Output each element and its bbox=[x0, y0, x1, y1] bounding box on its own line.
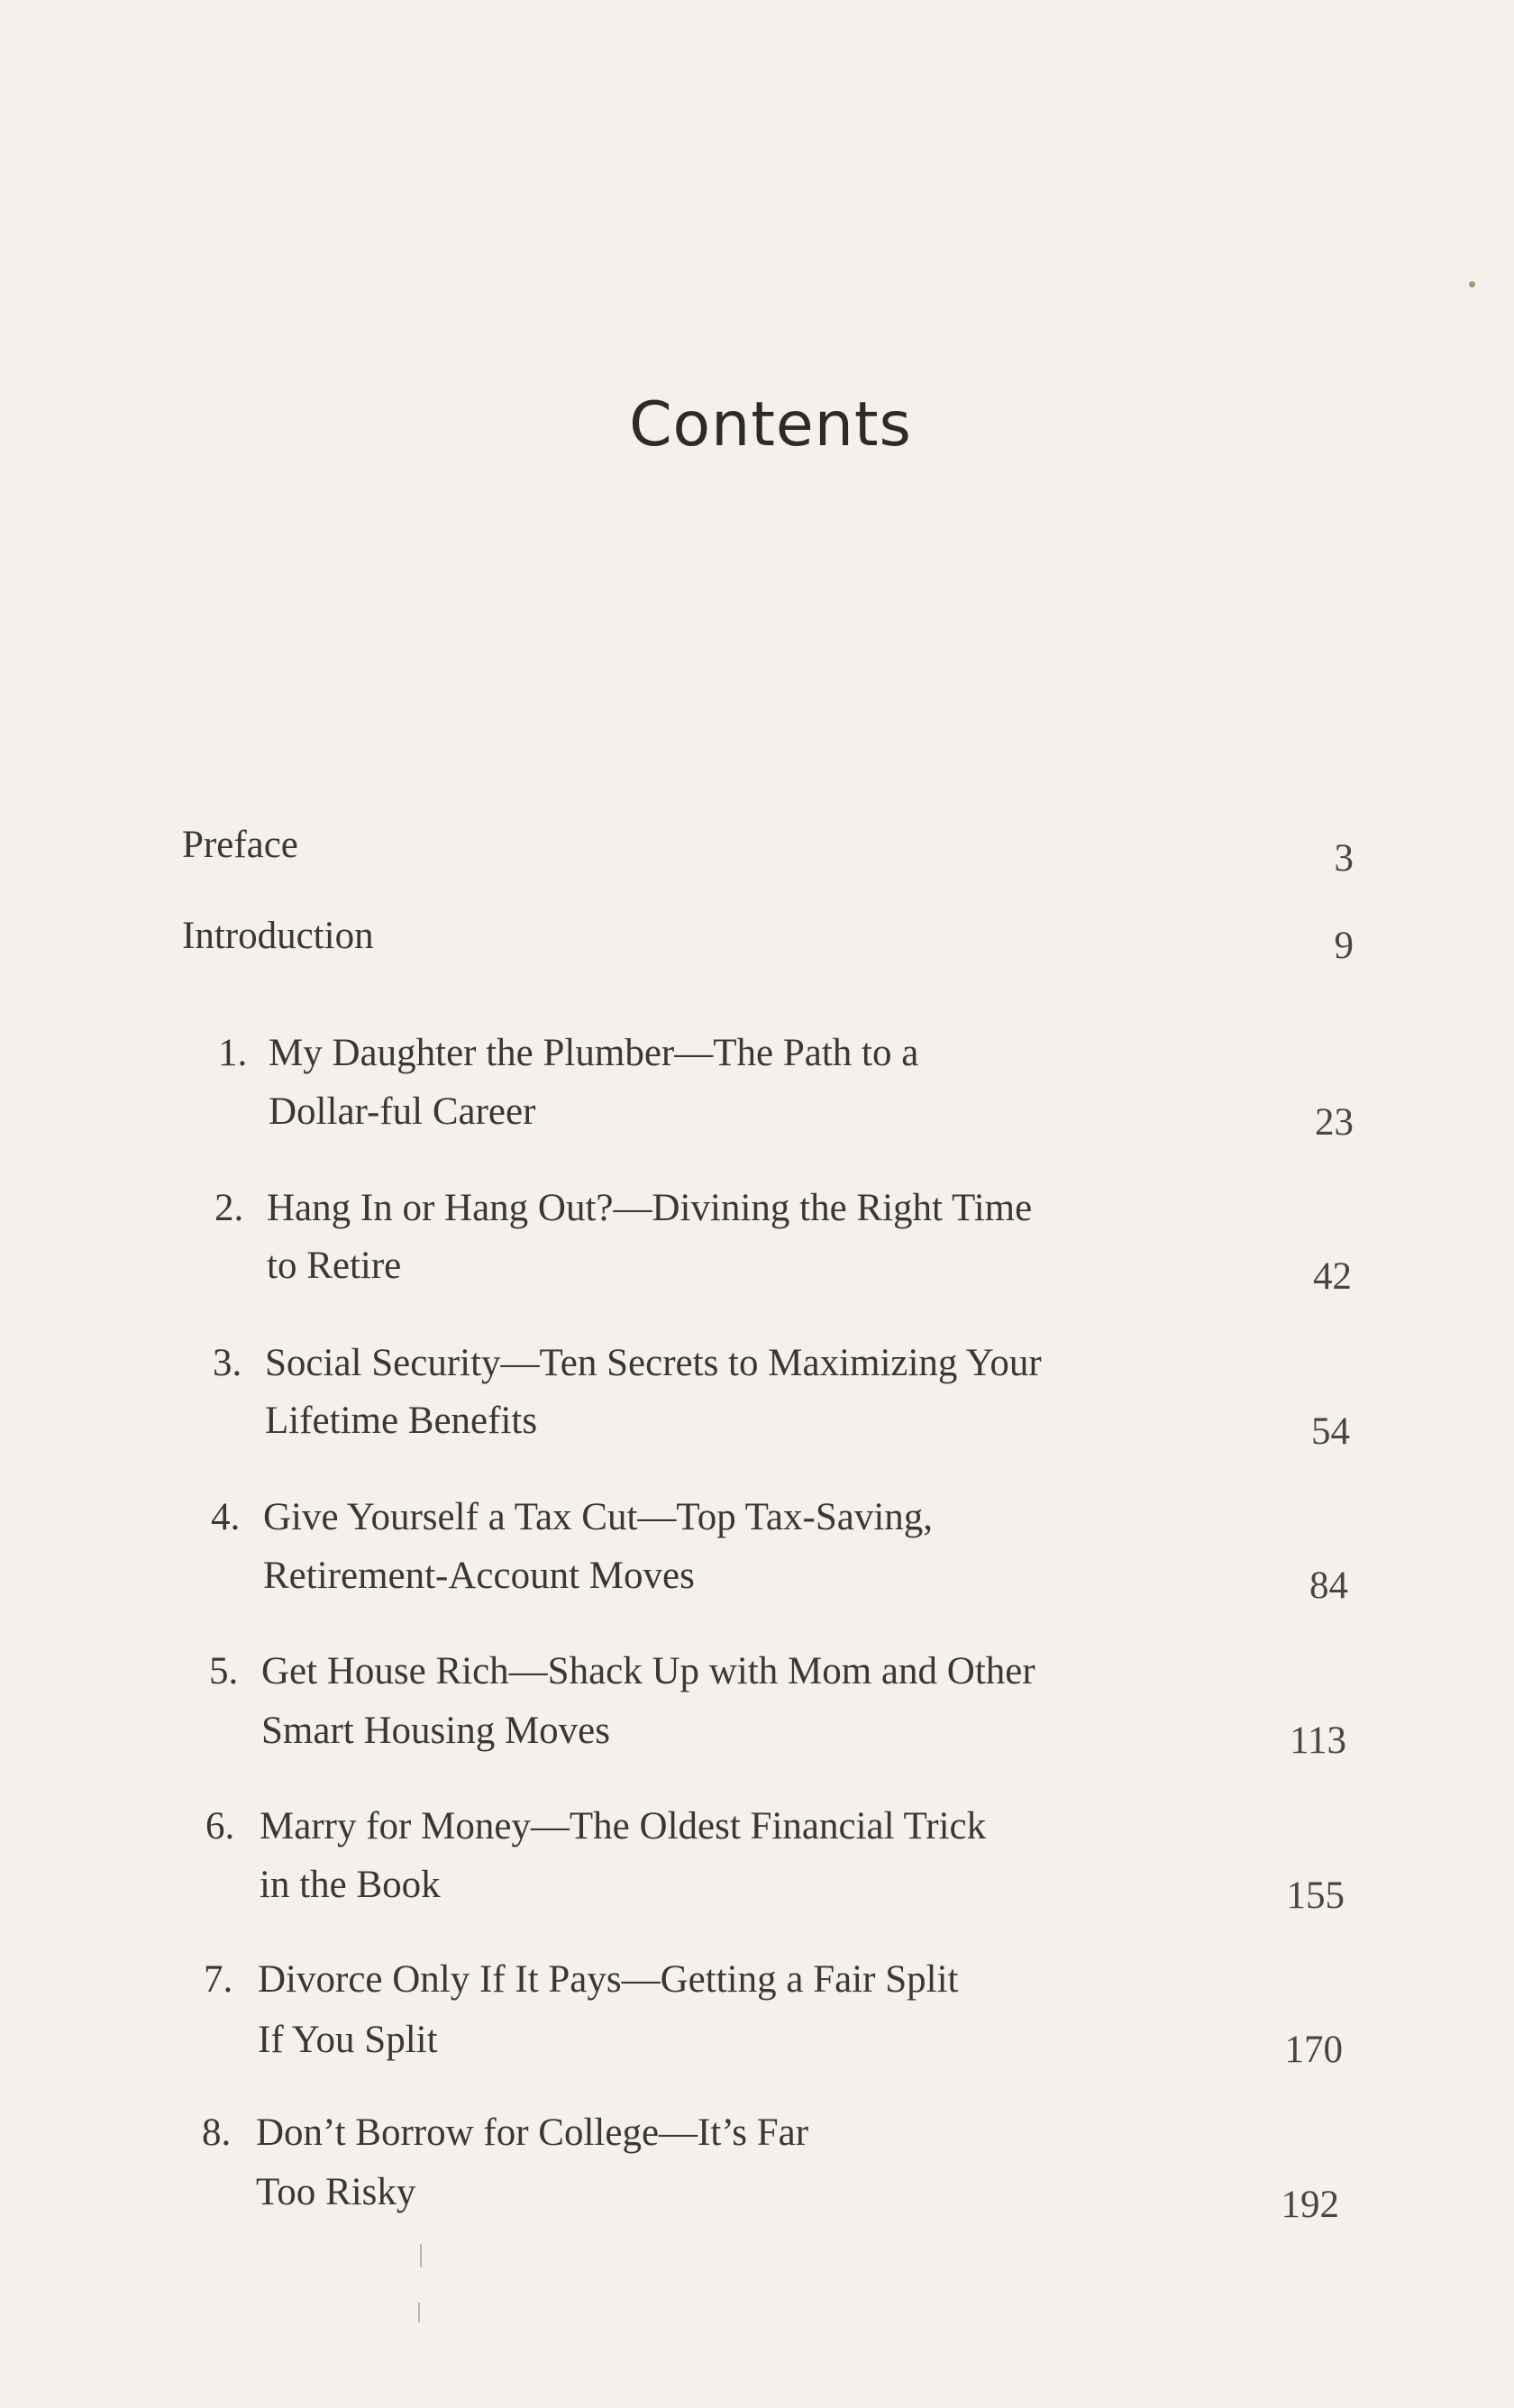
chapter-number: 6. bbox=[205, 1805, 235, 1847]
toc-page-number: 155 bbox=[1286, 1874, 1345, 1917]
toc-page-number: 23 bbox=[1315, 1101, 1354, 1144]
toc-entry-title-line: Preface bbox=[182, 824, 298, 866]
toc-entry-title-line: If You Split bbox=[258, 2019, 438, 2061]
toc-page-number: 54 bbox=[1311, 1410, 1350, 1453]
toc-page-number: 3 bbox=[1334, 837, 1354, 880]
toc-entry-title-line: in the Book bbox=[260, 1864, 441, 1906]
scan-speck bbox=[1469, 281, 1475, 287]
toc-page-number: 84 bbox=[1309, 1564, 1348, 1607]
toc-entry-title-line: Lifetime Benefits bbox=[265, 1400, 538, 1442]
toc-entry-title-line: Give Yourself a Tax Cut—Top Tax-Saving, bbox=[263, 1496, 934, 1538]
chapter-number: 7. bbox=[204, 1958, 233, 2001]
toc-entry-title-line: Smart Housing Moves bbox=[261, 1710, 610, 1752]
toc-entry-title-line: Retirement-Account Moves bbox=[263, 1555, 695, 1597]
toc-entry-title-line: Get House Rich—Shack Up with Mom and Other bbox=[261, 1650, 1035, 1692]
toc-entry-title-line: Don’t Borrow for College—It’s Far bbox=[256, 2112, 809, 2154]
toc-entry-title-line: Marry for Money—The Oldest Financial Trick bbox=[260, 1805, 987, 1847]
toc-entry-title-line: Introduction bbox=[182, 915, 374, 957]
toc-entry-title-line: to Retire bbox=[267, 1245, 402, 1287]
chapter-number: 2. bbox=[214, 1187, 244, 1229]
toc-page-number: 113 bbox=[1290, 1719, 1346, 1762]
scan-mark bbox=[420, 2244, 422, 2267]
toc-entry-title-line: Divorce Only If It Pays—Getting a Fair Split bbox=[258, 1958, 959, 2001]
chapter-number: 1. bbox=[218, 1032, 248, 1074]
toc-entry-title-line: Social Security—Ten Secrets to Maximizing Your bbox=[265, 1342, 1042, 1384]
page-title: Contents bbox=[629, 389, 912, 461]
chapter-number: 5. bbox=[209, 1650, 239, 1692]
toc-page-number: 192 bbox=[1281, 2184, 1339, 2226]
chapter-number: 4. bbox=[211, 1496, 241, 1538]
scan-mark bbox=[418, 2303, 420, 2322]
toc-entry-title-line: Dollar-ful Career bbox=[269, 1090, 536, 1133]
toc-entry-title-line: My Daughter the Plumber—The Path to a bbox=[269, 1032, 919, 1074]
toc-entry-title-line: Hang In or Hang Out?—Divining the Right Time bbox=[267, 1187, 1033, 1229]
toc-page-number: 9 bbox=[1334, 925, 1354, 967]
chapter-number: 8. bbox=[202, 2112, 232, 2154]
chapter-number: 3. bbox=[213, 1342, 242, 1384]
toc-page-number: 170 bbox=[1284, 2029, 1343, 2071]
toc-entry-title-line: Too Risky bbox=[256, 2171, 416, 2213]
toc-page-number: 42 bbox=[1313, 1255, 1352, 1298]
